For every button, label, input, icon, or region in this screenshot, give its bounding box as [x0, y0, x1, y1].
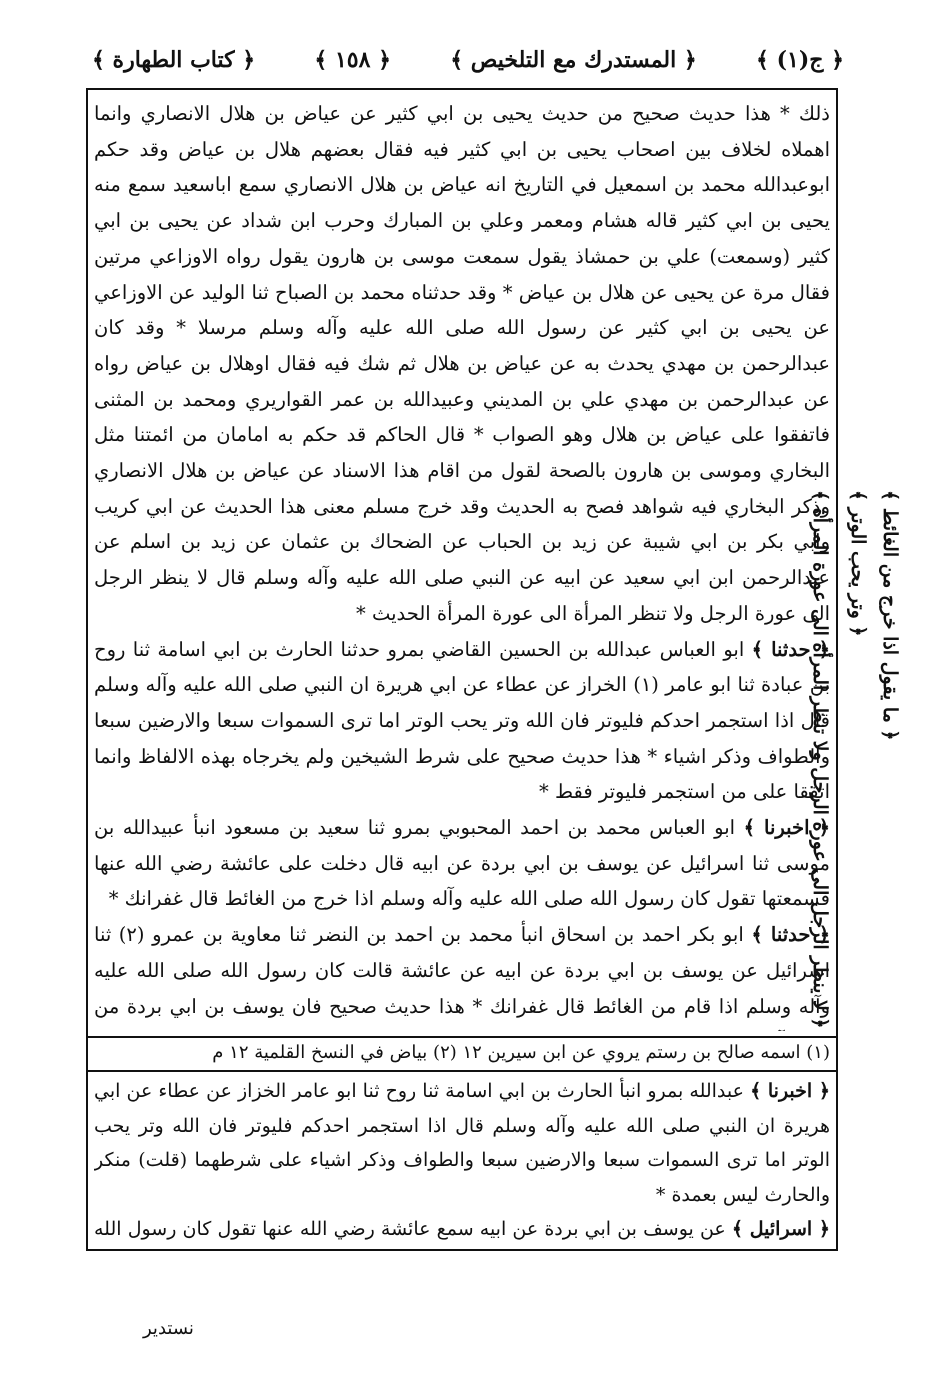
- paragraph-text: ابو بكر احمد بن اسحاق انبأ محمد بن احمد بن النضر ثنا معاوية بن عمرو (٢) ثنا اسرائيل عن يوسف بن ابي بردة عن ابيه عن عائشة قالت كان رسول الله صلى الله عليه وآله وسلم اذا قام من الغائط قال غفرانك * هذا حديث صحيح فان يوسف بن ابي بردة من: [94, 923, 830, 1018]
- margin-note: ﴿ وتر يحب الوتر ﴾: [847, 490, 869, 637]
- paragraph-lead: ﴿ اخبرنا ﴾: [743, 816, 830, 840]
- paragraph-lead: ﴿ اخبرنا ﴾: [750, 1080, 830, 1102]
- catchword: نستدير: [143, 1318, 194, 1339]
- paragraph-text: ذلك * هذا حديث صحيح من حديث يحيى بن ابي كثير عن عياض بن هلال الانصاري وانما اهملاه لخلاف بين اصحاب يحيى بن ابي كثير فيه فقال بعضهم هلال بن عياض وقد حكم ابوعبدالله محمد بن اسمعيل في التاريخ انه عياض بن هلال الانصاري سمع اباسعيد سمع منه يحيى بن ابي كثير قاله هشام ومعمر وعلي بن المبارك وحرب ابن شداد عن يحيى بن ابي كثير (وسمعت) علي بن حمشاذ يقول سمعت موسى بن هارون يقول رواه الاوزاعي مرتين فقال مرة عن يحيى عن هلال بن عياض * وقد حدثناه محمد بن الصباح ثنا الوليد عن الاوزاعي عن يحيى بن ابي كثير عن رسول الله صلى الله عليه وآله وسلم مرسلا * وقد كان عبدالرحمن بن مهدي يحدث به عن عياض بن هلال ثم شك فيه فقال اوهلال بن عياض رواه عن عبدالرحمن بن مهدي علي بن المديني وعبيدالله بن عمر القواريري ومحمد بن المثنى فاتفقوا على عياض بن هلال وهو الصواب * قال الحاكم قد حكم به امامان من ائمتنا مثل البخاري وموسى بن هارون بالصحة لقول من اقام هذا الاسناد عن عياض بن هلال الانصاري وذكر البخاري فيه شواهد فصح به الحديث وقد خرج مسلم معنى هذا الحديث عن ابي كريب وابي بكر بن ابي شيبة عن زيد بن الحباب عن الضحاك بن عثمان عن زيد بن اسلم عن عبدالرحمن ابن ابي سعيد عن ابيه عن النبي صلى الله عليه وآله وسلم قال لا ينظر الرجل الى عورة الرجل ولا تنظر المرأة الى عورة المرأة الحديث *: [94, 102, 830, 625]
- talkhis-text: [94, 1074, 830, 1249]
- paragraph-lead: ﴿ حدثنا ﴾: [751, 923, 830, 947]
- paragraph-text: ابو العباس عبدالله بن الحسين القاضي بمرو حدثنا الحارث بن ابي اسامة ثنا روح بن عبادة ثنا ابو عامر (١) الخراز عن عطاء عن ابي هريرة ان النبي صلى الله عليه وآله وسلم قال اذا استجمر احدكم فليوتر فان الله وتر يحب الوتر اما ترى السموات سبعا والارضين سبعا والطواف وذكر اشياء * هذا حديث صحيح على شرط الشيخين ولم يخرجاه بهذه الالفاظ وانما اتفقا على من استجمر فليوتر فقط *: [94, 637, 830, 804]
- paragraph-text: عبدالله بمرو انبأ الحارث بن ابي اسامة ثنا روح ثنا ابو عامر الخزاز عن عطاء عن ابي هريرة ان النبي صلى الله عليه وآله وسلم قال اذا استجمر احدكم فليوتر فان الله وتر يحب الوتر اما ترى السموات سبعا والارضين سبعا والطواف وذكر اشياء على شرطهما (قلت) منكر والحارث ليس بعمدة *: [94, 1080, 830, 1206]
- main-text: [94, 96, 830, 1031]
- running-header: [92, 40, 844, 80]
- margin-note: ﴿ لا ينظر الرجل الى عورة الرجل ولا تنظر المرأة الى عورة المرأة ﴾: [809, 490, 831, 1029]
- paragraph: [94, 1074, 830, 1212]
- chapter-title: ﴿ كتاب الطهارة ﴾: [92, 47, 256, 73]
- paragraph-lead: ﴿ اسرائيل ﴾: [731, 1218, 830, 1240]
- volume-label: ﴿ ج(١) ﴾: [756, 47, 844, 73]
- paragraph: [94, 96, 830, 632]
- paragraph: [94, 632, 830, 811]
- margin-notes: [805, 470, 945, 1030]
- book-title: ﴿ المستدرك مع التلخيص ﴾: [450, 47, 697, 73]
- paragraph-text: عن يوسف بن ابي بردة عن ابيه سمع عائشة رضي الله عنها تقول كان رسول الله: [94, 1218, 726, 1240]
- paragraph: [94, 810, 830, 917]
- paragraph: [94, 917, 830, 1031]
- footnote: (١) اسمه صالح بن رستم يروي عن ابن سيرين ١٢ (٢) بياض في النسخ القلمية ١٢ م: [212, 1042, 830, 1063]
- paragraph-lead: ﴿ حدثنا ﴾: [751, 637, 830, 661]
- page-number: ﴿ ١٥٨ ﴾: [314, 47, 391, 73]
- paragraph: [94, 1212, 830, 1249]
- margin-note: ﴿ ما يقول اذا خرج من الغائط ﴾: [879, 490, 901, 741]
- talkhis-divider: [86, 1070, 838, 1072]
- paragraph-text: ابو العباس محمد بن احمد المحبوبي بمرو ثنا سعيد بن مسعود انبأ عبيدالله بن موسى ثنا اسرائيل عن يوسف بن ابي بردة عن ابيه قال دخلت على عائشة رضي الله عنها فسمعتها تقول كان رسول الله صلى الله عليه وآله وسلم اذا خرج من الغائط قال غفرانك *: [94, 816, 830, 911]
